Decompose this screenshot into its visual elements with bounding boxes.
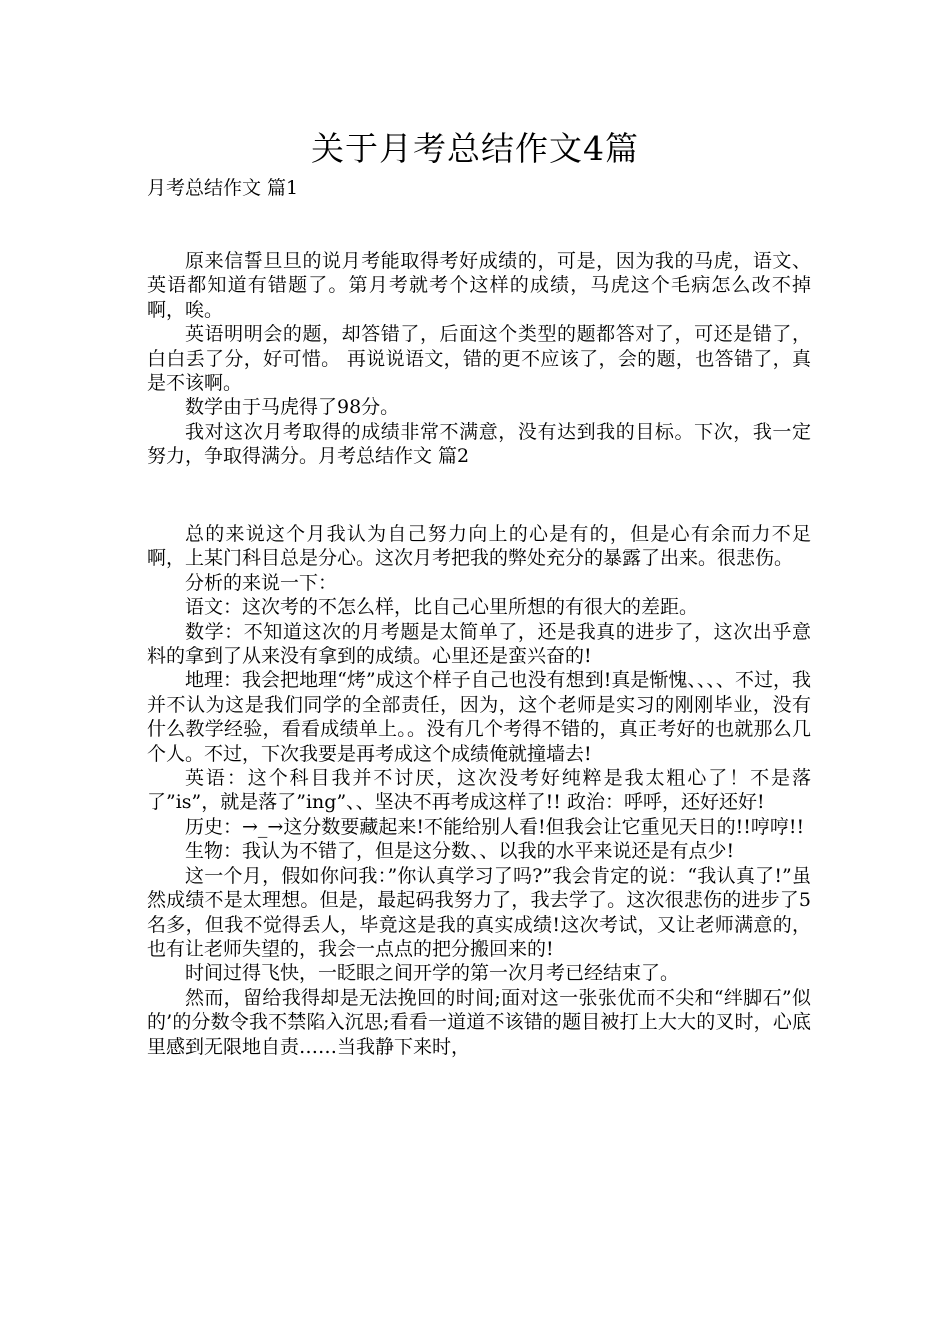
paragraph: 时间过得飞快，一眨眼之间开学的第一次月考已经结束了。	[185, 962, 680, 985]
paragraph: 原来信誓旦旦的说月考能取得考好成绩的，可是，因为我的马虎，语文、英语都知道有错题了。第月考就考个这样的成绩，马虎这个毛病怎么改不掉啊，唉。	[147, 250, 811, 321]
section-1-heading: 月考总结作文 篇1	[147, 177, 299, 199]
paragraph: 地理：我会把地理“烤”成这个样子自己也没有想到!真是惭愧、、、、不过，我并不认为这是我们同学的全部责任，因为，这个老师是实习的刚刚毕业，没有什么教学经验，看看成绩单上。。没有几个考得不错的，真正考好的也就那么几个人。不过，下次我要是再考成这个成绩俺就撞墙去!	[147, 669, 811, 765]
paragraph: 数学：不知道这次的月考题是太简单了，还是我真的进步了，这次出乎意料的拿到了从来没有拿到的成绩。心里还是蛮兴奋的!	[147, 620, 811, 668]
paragraph: 语文：这次考的不怎么样，比自己心里所想的有很大的差距。	[185, 596, 699, 619]
paragraph: 这一个月，假如你问我：”你认真学习了吗?”我会肯定的说：“我认真了!”虽然成绩不是太理想。但是，最起码我努力了，我去学了。这次很悲伤的进步了5名多，但我不觉得丢人，毕竟这是我的真实成绩!这次考试，又让老师满意的，也有让老师失望的，我会一点点的把分搬回来的!	[147, 864, 811, 960]
section-2-body	[147, 522, 811, 1059]
paragraph: 英语：这个科目我并不讨厌，这次没考好纯粹是我太粗心了！不是落了”is”，就是落了”ing”、、坚决不再考成这样了!! 政治：呼呼，还好还好!	[147, 767, 811, 814]
paragraph: 生物：我认为不错了，但是这分数、、以我的水平来说还是有点少!	[185, 840, 735, 863]
paragraph: 然而，留给我得却是无法挽回的时间;面对这一张张优而不尖和“绊脚石”似的’的分数令我不禁陷入沉思;看看一道道不该错的题目被打上大大的叉时，心底里感到无限地自责……当我静下来时，	[147, 986, 811, 1058]
paragraph-text: 我对这次月考取得的成绩非常不满意，没有达到我的目标。下次，我一定努力，争取得满分。	[147, 420, 811, 468]
document-title: 关于月考总结作文4篇	[311, 129, 639, 168]
section-2-heading: 月考总结作文 篇2	[318, 445, 470, 468]
paragraph: 英语明明会的题，却答错了，后面这个类型的题都答对了，可还是错了，白白丢了分，好可惜。 再说说语文，错的更不应该了，会的题，也答错了，真是不该啊。	[147, 323, 811, 395]
paragraph: 总的来说这个月我认为自己努力向上的心是有的，但是心有余而力不足啊，上某门科目总是分心。这次月考把我的弊处充分的暴露了出来。很悲伤。	[147, 523, 811, 570]
paragraph: 分析的来说一下：	[185, 571, 338, 594]
paragraph-with-inline-heading	[147, 420, 811, 469]
paragraph: 数学由于马虎得了98分。	[185, 396, 400, 419]
section-1-body	[147, 249, 811, 469]
paragraph: 历史：→_→这分数要藏起来!不能给别人看!但我会让它重见天日的!!哼哼!!	[185, 815, 805, 838]
